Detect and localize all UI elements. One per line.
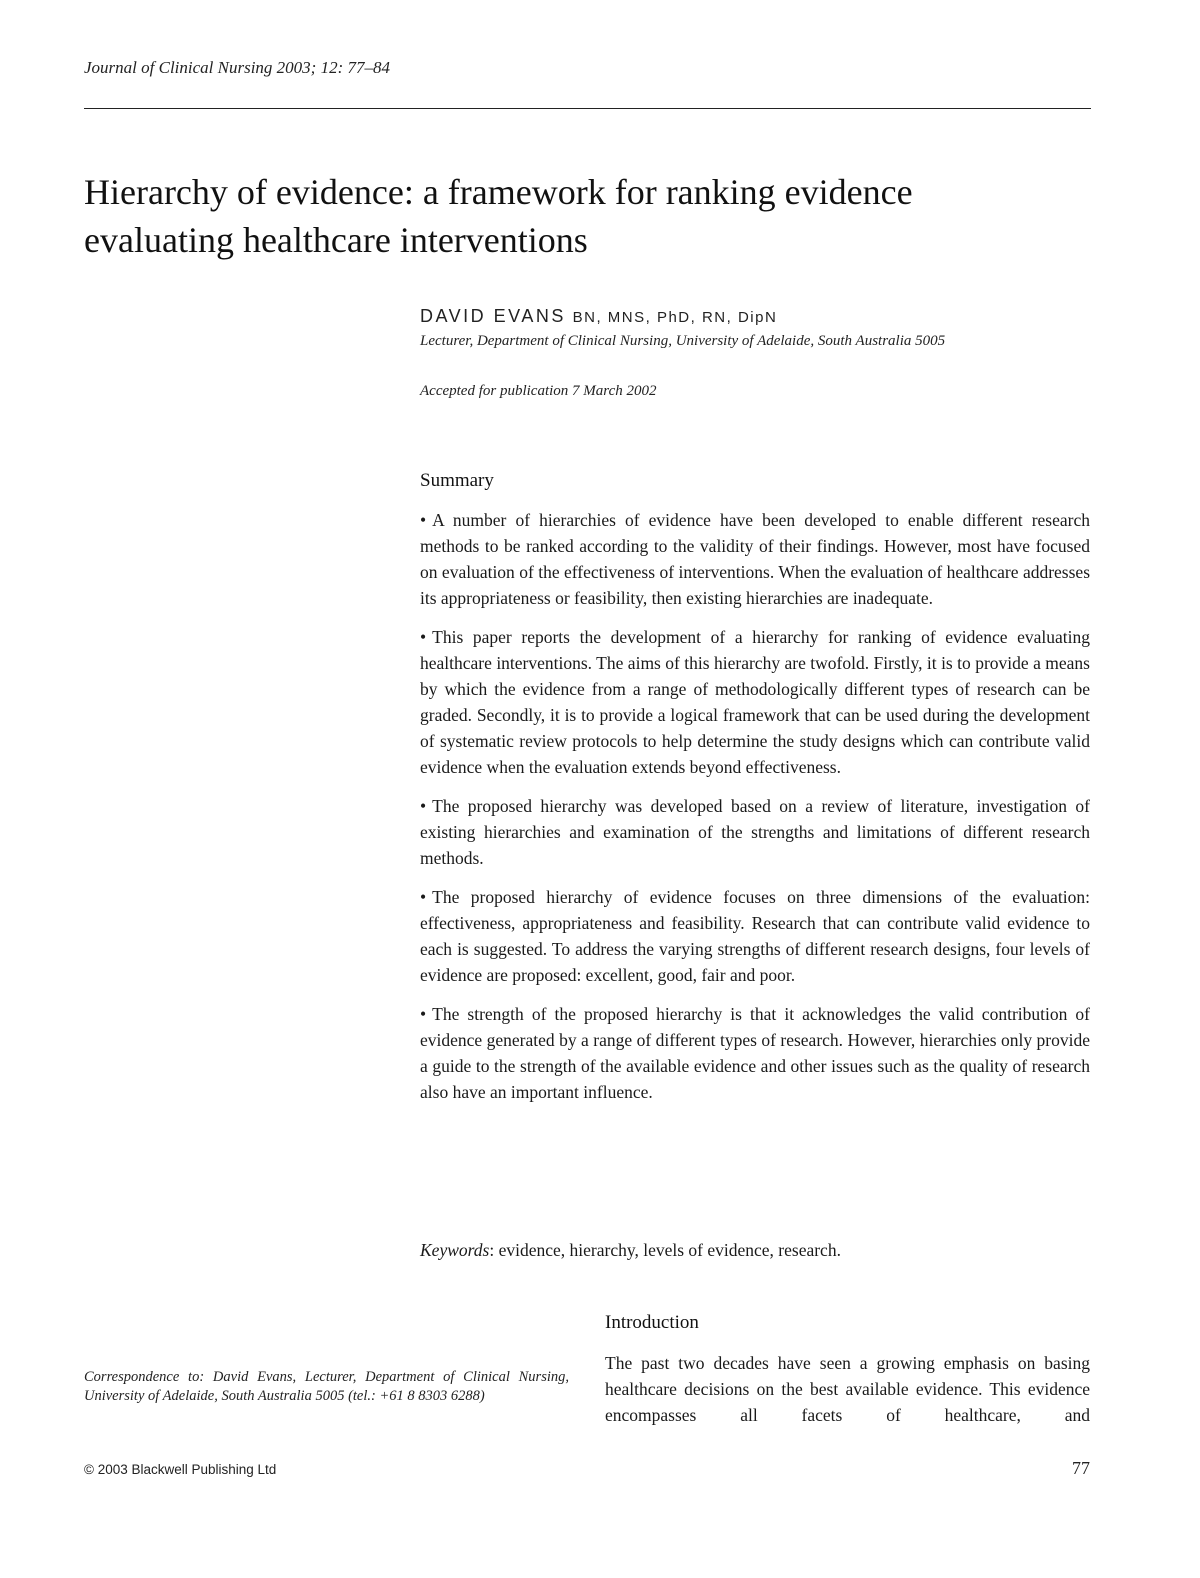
author-line	[420, 306, 777, 327]
summary-paragraph-text: A number of hierarchies of evidence have been developed to enable different research methods to be ranked according to the validity of their findings. However, most have focused on evaluation of the effectiveness of interventions. When the evaluation of healthcare addresses its appropriateness or feasibility, then existing hierarchies are inadequate.	[420, 510, 1090, 608]
summary-paragraph-text: The proposed hierarchy was developed based on a review of literature, investigation of existing hierarchies and examination of the strengths and limitations of different research methods.	[420, 796, 1090, 868]
summary-heading: Summary	[420, 470, 494, 491]
introduction-text: The past two decades have seen a growing emphasis on basing healthcare decisions on the best available evidence. This evidence encompasses all facets of healthcare, and	[605, 1353, 1090, 1425]
page-number: 77	[1072, 1458, 1090, 1478]
summary-paragraph-text: The proposed hierarchy of evidence focuses on three dimensions of the evaluation: effectiveness, appropriateness and feasibility. Research that can contribute valid evidence to each is suggested. To address the varying strengths of different research designs, four levels of evidence are proposed: excellent, good, fair and poor.	[420, 887, 1090, 985]
keywords-list: : evidence, hierarchy, levels of evidence, research.	[489, 1240, 841, 1260]
summary-body	[420, 507, 1090, 1118]
summary-paragraph-text: This paper reports the development of a hierarchy for ranking of evidence evaluating healthcare interventions. The aims of this hierarchy are twofold. Firstly, it is to provide a means by which the evidence from a range of methodologically different types of research can be graded. Secondly, it is to provide a logical framework that can be used during the development of systematic review protocols to help determine the study designs which can contribute valid evidence when the evaluation extends beyond effectiveness.	[420, 627, 1090, 777]
introduction-heading: Introduction	[605, 1312, 699, 1333]
title-line-2: evaluating healthcare interventions	[84, 220, 588, 260]
journal-citation: Journal of Clinical Nursing 2003; 12: 77–84	[84, 58, 390, 77]
copyright-notice: © 2003 Blackwell Publishing Ltd	[84, 1462, 277, 1477]
summary-paragraph	[420, 1001, 1090, 1105]
keywords-line	[420, 1237, 1090, 1263]
correspondence-note: Correspondence to: David Evans, Lecturer, Department of Clinical Nursing, University of Adelaide, South Australia 5005 (tel.: +61 8 8303 6288)	[84, 1369, 569, 1404]
keywords-label: Keywords	[420, 1240, 490, 1260]
accepted-date: Accepted for publication 7 March 2002	[420, 383, 657, 399]
bullet-icon: •	[420, 1004, 427, 1024]
bullet-icon: •	[420, 887, 427, 907]
author-qualifications: BN, MNS, PhD, RN, DipN	[572, 309, 778, 326]
summary-paragraph	[420, 884, 1090, 988]
article-title	[84, 168, 1094, 264]
summary-paragraph	[420, 624, 1090, 780]
bullet-icon: •	[420, 796, 427, 816]
author-affiliation: Lecturer, Department of Clinical Nursing, University of Adelaide, South Australia 5005	[420, 333, 946, 349]
bullet-icon: •	[420, 627, 427, 647]
author-name: DAVID EVANS	[420, 306, 566, 326]
title-line-1: Hierarchy of evidence: a framework for ranking evidence	[84, 172, 913, 212]
summary-paragraph	[420, 507, 1090, 611]
summary-paragraph-text: The strength of the proposed hierarchy is that it acknowledges the valid contribution of evidence generated by a range of different types of research. However, hierarchies only provide a guide to the strength of the available evidence and other issues such as the quality of research also have an important influence.	[420, 1004, 1090, 1102]
header-rule	[84, 108, 1091, 109]
bullet-icon: •	[420, 510, 427, 530]
summary-paragraph	[420, 793, 1090, 871]
